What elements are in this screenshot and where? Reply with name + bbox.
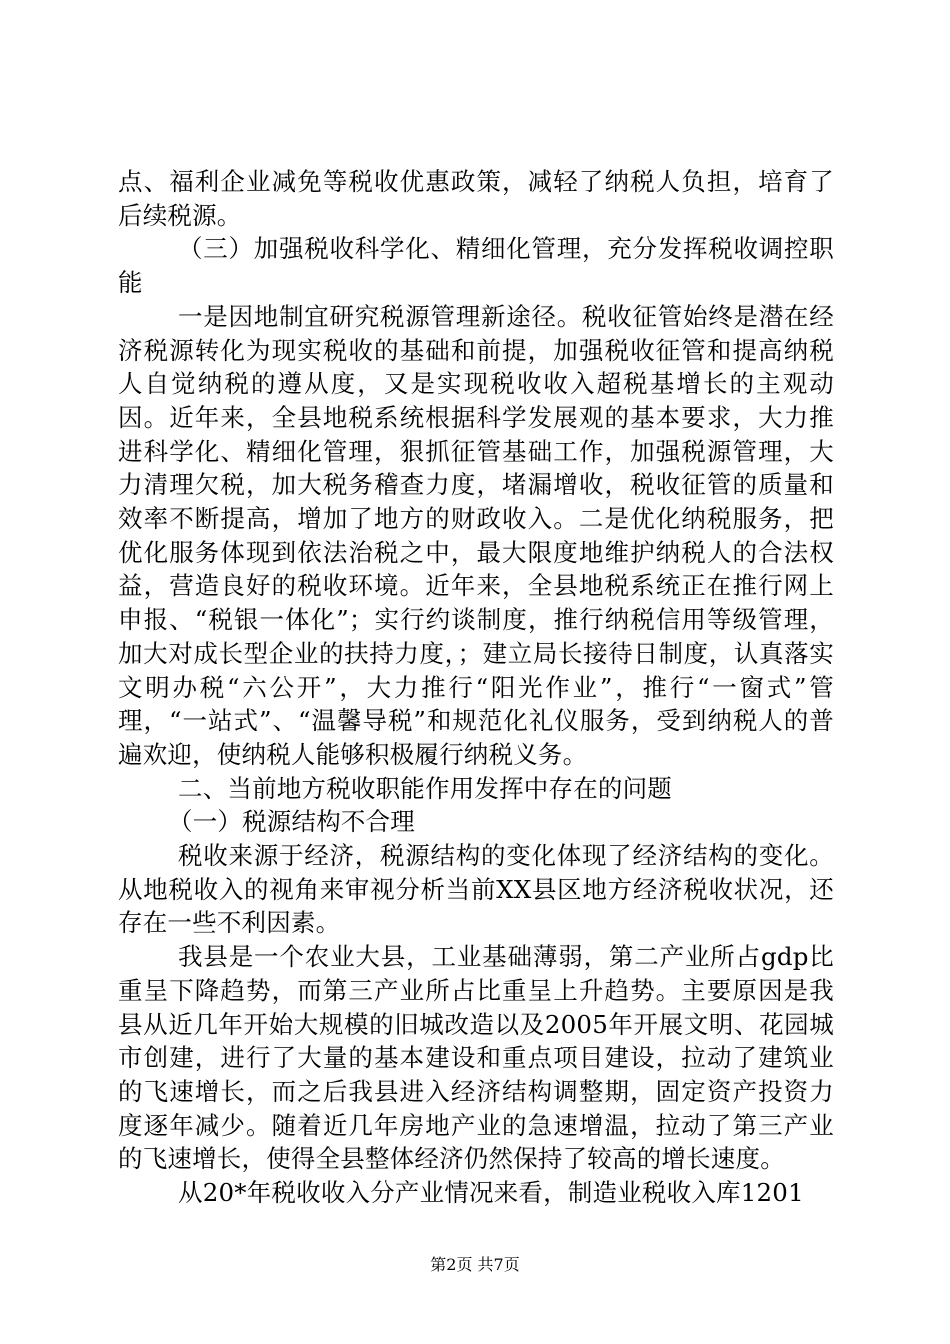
chapter-heading-2: 二、当前地方税收职能作用发挥中存在的问题 [178,773,672,803]
paragraph: 从20*年税收收入分产业情况来看，制造业税收入库1201 [178,1178,804,1208]
page-footer: 第2页 共7页 [430,1255,520,1274]
document-body [118,165,834,1210]
paragraph: 我县是一个农业大县，工业基础薄弱，第二产业所占gdp比重呈下降趋势，而第三产业所占比重呈上升趋势。主要原因是我县从近几年开始大规模的旧城改造以及2005年开展文明、花园城市创建，进行了大量的基本建设和重点项目建设，拉动了建筑业的飞速增长，而之后我县进入经济结构调整期，固定资产投资力度逐年减少。随着近几年房地产业的急速增温，拉动了第三产业的飞速增长，使得全县整体经济仍然保持了较高的增长速度。 [118,942,834,1174]
paragraph-continuation: 点、福利企业减免等税收优惠政策，减轻了纳税人负担，培育了后续税源。 [118,167,834,230]
section-heading-1: （一）税源结构不合理 [168,807,415,837]
paragraph: 一是因地制宜研究税源管理新途径。税收征管始终是潜在经济税源转化为现实税收的基础和前提，加强税收征管和提高纳税人自觉纳税的遵从度，又是实现税收收入超税基增长的主观动因。近年来，全县地税系统根据科学发展观的基本要求，大力推进科学化、精细化管理，狠抓征管基础工作，加强税源管理，大力清理欠税，加大税务稽查力度，堵漏增收，税收征管的质量和效率不断提高，增加了地方的财政收入。二是优化纳税服务，把优化服务体现到依法治税之中，最大限度地维护纳税人的合法权益，营造良好的税收环境。近年来，全县地税系统正在推行网上申报、“税银一体化”；实行约谈制度，推行纳税信用等级管理，加大对成长型企业的扶持力度，；建立局长接待日制度，认真落实文明办税“六公开”，大力推行“阳光作业”，推行“一窗式”管理，“一站式”、“温馨导税”和规范化礼仪服务，受到纳税人的普遍欢迎，使纳税人能够积极履行纳税义务。 [118,301,834,769]
section-heading-3: （三）加强税收科学化、精细化管理，充分发挥税收调控职能 [118,234,834,298]
paragraph: 税收来源于经济，税源结构的变化体现了经济结构的变化。从地税收入的视角来审视分析当前XX县区地方经济税收状况，还存在一些不利因素。 [118,841,834,938]
